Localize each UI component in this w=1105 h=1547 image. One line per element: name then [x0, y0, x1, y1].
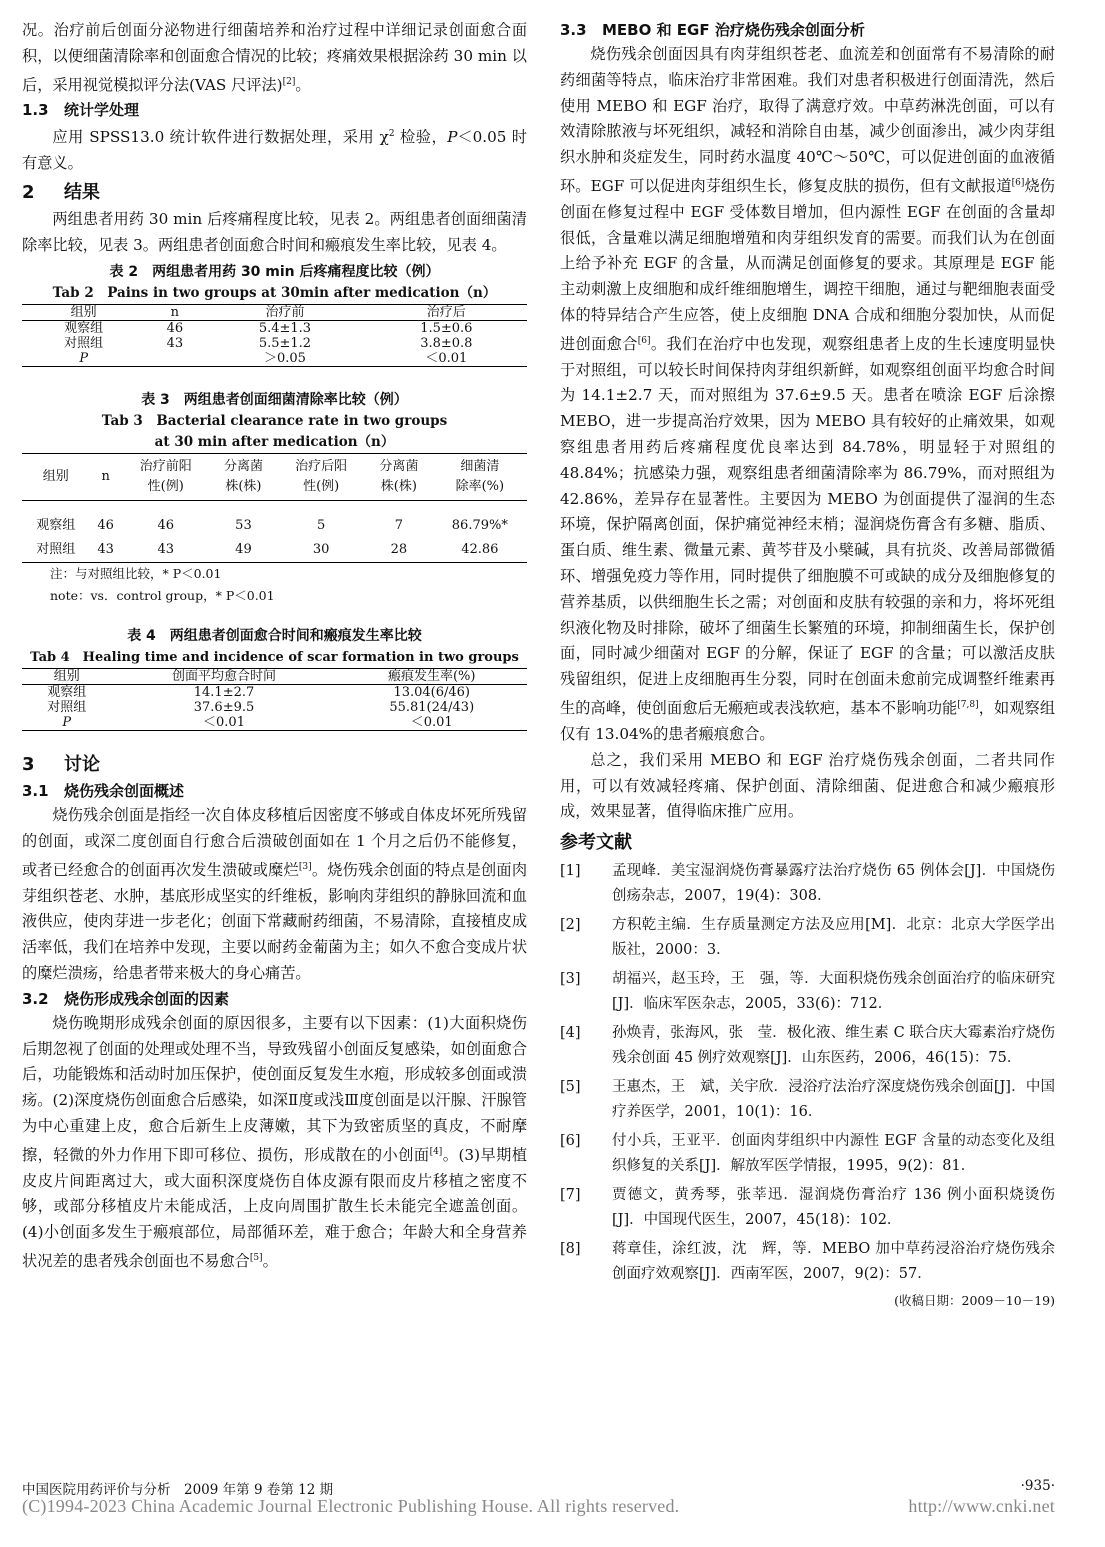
table-row: 对照组 43 43 49 30 28 42.86 [36, 542, 499, 558]
reference-item: [6] 付小兵，王亚平．创面肉芽组织中内源性 EGF 含量的动态变化及组织修复的关系[J]．解放军医学情报，1995，9(2)：81． [560, 1133, 1055, 1175]
table-3-caption-en: Tab 3 Bacterial clearance rate in two groups [101, 412, 448, 429]
reference-item: [8] 蒋章佳，涂红波，沈 辉，等．MEBO 加中草药浸浴治疗烧伤残余创面疗效观察[J]．西南军医，2007，9(2)：57． [560, 1241, 1055, 1283]
table-header: 细菌清 除率(%) [433, 453, 527, 500]
references-list [560, 859, 1055, 1287]
copyright-text: (C)1994-2023 China Academic Journal Electronic Publishing House. All rights reserved. [22, 1496, 680, 1516]
table-row: 观察组 46 5.4±1.3 1.5±0.6 [64, 320, 473, 336]
references-heading: 参考文献 [560, 832, 632, 854]
table-header: 分离菌 株(株) [365, 453, 433, 500]
section-3-heading: 3 讨论 [22, 754, 100, 776]
table-3-grid [22, 453, 527, 564]
journal-name: 中国医院用药评价与分析 2009 年第 9 卷第 12 期 [22, 1482, 334, 1498]
table-row: 对照组 37.6±9.5 55.81(24/43) [47, 700, 475, 716]
page-footer [22, 1478, 1055, 1498]
cnki-link[interactable]: http://www.cnki.net [908, 1496, 1055, 1516]
section-3-1-paragraph: 烧伤残余创面是指经一次自体皮移植后因密度不够或自体皮坏死所残留的创面，或深二度创面自行愈合后溃破创面如在 1 个月之后仍不能修复，或者已经愈合的创面再次发生溃破或糜烂[3]。烧伤残余创面的特点是创面肉芽组织苍老、水肿，基底形成坚实的纤维板，影响肉芽组织的静脉回流和血液供应，使肉芽进一步老化；创面下常藏耐药细菌，不易清除，直接植皮成活率低，我们在培养中发现，主要以耐药金葡菌为主；如久不愈合变成片状的糜烂溃疡，给患者带来极大的身心痛苦。 [22, 806, 527, 983]
reference-item: [3] 胡福兴，赵玉玲，王 强，等．大面积烧伤残余创面治疗的临床研究[J]．临床军医杂志，2005，33(6)：712． [560, 971, 1055, 1013]
table-header: 治疗前阳 性(例) [122, 453, 210, 500]
table-header: 治疗后 [366, 304, 527, 320]
table-2 [22, 261, 527, 367]
table-row: 观察组 46 46 53 5 7 86.79%* [36, 518, 508, 534]
received-date: (收稿日期：2009－10－19) [894, 1293, 1055, 1309]
reference-item: [1] 孟现峰．美宝湿润烧伤膏暴露疗法治疗烧伤 65 例体会[J]．中国烧伤创疡杂志，2007，19(4)：308． [560, 863, 1055, 905]
section-3-2-heading: 3.2 烧伤形成残余创面的因素 [22, 989, 230, 1008]
table-row: P ＜0.01 ＜0.01 [62, 715, 453, 731]
section-1-3-heading: 1.3 统计学处理 [22, 101, 140, 120]
reference-item: [4] 孙焕青，张海风，张 莹．极化液、维生素 C 联合庆大霉素治疗烧伤残余创面 45 例疗效观察[J]．山东医药，2006，46(15)：75． [560, 1025, 1055, 1067]
page-number: ·935· [1020, 1478, 1055, 1494]
conclusion-paragraph: 总之，我们采用 MEBO 和 EGF 治疗烧伤残余创面，二者共同作用，可以有效减轻疼痛、保护创面、清除细菌、促进愈合和减少瘢痕形成，效果显著，值得临床推广应用。 [560, 750, 1055, 821]
reference-item: [7] 贾德文，黄秀琴，张莘迅．湿润烧伤膏治疗 136 例小面积烧烫伤[J]．中国现代医生，2007，45(18)：102． [560, 1187, 1055, 1229]
table-header: 组别 [22, 304, 145, 320]
results-paragraph: 两组患者用药 30 min 后疼痛程度比较，见表 2。两组患者创面细菌清除率比较，见表 3。两组患者创面愈合时间和瘢痕发生率比较，见表 4。 [22, 210, 527, 254]
table-header: 组别 [22, 453, 90, 500]
table-3-caption-en-2: at 30 min after medication（n） [154, 433, 395, 450]
table-header: 创面平均愈合时间 [112, 669, 337, 685]
table-2-caption-en: Tab 2 Pains in two groups at 30min after medication（n） [52, 284, 497, 301]
copyright-line [22, 1496, 1055, 1517]
table-3 [22, 389, 527, 608]
table-2-grid [22, 304, 527, 367]
table-4-caption-en: Tab 4 Healing time and incidence of scar formation in two groups [30, 650, 519, 666]
reference-item: [5] 王惠杰，王 斌，关宇欣．浸浴疗法治疗深度烧伤残余创面[J]．中国疗养医学，2001，10(1)：16． [560, 1079, 1055, 1121]
table-row: 对照组 43 5.5±1.2 3.8±0.8 [64, 335, 473, 351]
table-header: 瘢痕发生率(%) [336, 669, 527, 685]
table-row: 观察组 14.1±2.7 13.04(6/46) [47, 685, 471, 701]
table-header: n [90, 453, 122, 500]
left-column [22, 18, 527, 1275]
table-3-note-cn: 注：与对照组比较，* P＜0.01 [50, 566, 222, 582]
section-3-3-heading: 3.3 MEBO 和 EGF 治疗烧伤残余创面分析 [560, 21, 865, 39]
right-column [560, 18, 1055, 1311]
table-header: n [145, 304, 204, 320]
table-3-note-en: note：vs．control group，* P＜0.01 [50, 588, 275, 604]
intro-paragraph: 况。治疗前后创面分泌物进行细菌培养和治疗过程中详细记录创面愈合面积，以便细菌清除率和创面愈合情况的比较；疼痛效果根据涂药 30 min 以后，采用视觉模拟评分法(VAS 尺评法)[2]。 [22, 21, 527, 94]
stats-paragraph: 应用 SPSS13.0 统计软件进行数据处理，采用 $\chi^2$ 检验，P＜0.05 时有意义。 [22, 128, 527, 173]
table-4-caption-cn: 表 4 两组患者创面愈合时间和瘢痕发生率比较 [127, 628, 422, 645]
table-4-grid [22, 668, 527, 731]
table-2-caption-cn: 表 2 两组患者用药 30 min 后疼痛程度比较（例） [109, 263, 440, 280]
section-2-heading: 2 结果 [22, 182, 100, 204]
table-3-caption-cn: 表 3 两组患者创面细菌清除率比较（例） [141, 391, 408, 408]
section-3-1-heading: 3.1 烧伤残余创面概述 [22, 782, 185, 801]
table-header: 组别 [22, 669, 112, 685]
table-4 [22, 625, 527, 731]
reference-item: [2] 方积乾主编．生存质量测定方法及应用[M]．北京：北京大学医学出版社，2000：3． [560, 917, 1055, 959]
table-header: 分离菌 株(株) [210, 453, 278, 500]
section-3-2-paragraph: 烧伤晚期形成残余创面的原因很多，主要有以下因素：(1)大面积烧伤后期忽视了创面的处理或处理不当，导致残留小创面反复感染，如创面愈合后，功能锻炼和活动时加压保护，使创面反复发生水疱，形成较多创面或溃疡。(2)深度烧伤创面愈合后感染，如深Ⅱ度或浅Ⅲ度创面是以汗腺、汗腺管为中心重建上皮，愈合后新生上皮薄嫩，其下为致密质坚的真皮，不耐摩擦，轻微的外力作用下即可移位、损伤，形成散在的小创面[4]。(3)早期植皮皮片间距离过大，或大面积深度烧伤自体皮源有限而皮片移植之密度不够，或部分移植皮片未能成活，上皮向周围扩散生长未能完全遮盖创面。(4)小创面多发生于瘢痕部位，局部循环差，难于愈合；年龄大和全身营养状况差的患者残余创面也不易愈合[5]。 [22, 1013, 528, 1271]
table-row: P ＞0.05 ＜0.01 [79, 350, 468, 366]
section-3-3-paragraph: 烧伤残余创面因具有肉芽组织苍老、血流差和创面常有不易清除的耐药细菌等特点，临床治疗非常困难。我们对患者积极进行创面清洗，然后使用 MEBO 和 EGF 治疗，取得了满意疗效。中草药淋洗创面，可以有效清除脓液与坏死组织，减轻和消除自由基，减少创面渗出，减少肉芽组织水肿和炎症发生，同时药水温度 40℃～50℃，可以促进创面的血液循环。EGF 可以促进肉芽组织生长，修复皮肤的损伤，但有文献报道[6]烧伤创面在修复过程中 EGF 受体数目增加，但内源性 EGF 在创面的含量却很低，含量难以满足细胞增殖和肉芽组织发育的需要。而我们认为在创面上给予补充 EGF 的含量，从而满足创面修复的要求。其原理是 EGF 能主动刺激上皮细胞和成纤维细胞增生，调控干细胞，通过与靶细胞表面受体的特异结合产生应答，使上皮细胞 DNA 合成和细胞分裂加快，从而促进创面愈合[6]。我们在治疗中也发现，观察组患者上皮的生长速度明显快于对照组，可以较长时间保持肉芽组织新鲜，如观察组创面平均愈合时间为 14.1±2.7 天，而对照组为 37.6±9.5 天。患者在喷涂 EGF 后涂擦 MEBO，进一步提高治疗效果，因为 MEBO 具有较好的止痛效果，如观察组患者用药后疼痛程度优良率达到 84.78%，明显轻于对照组的 48.84%；抗感染力强，观察组患者细菌清除率为 86.79%，而对照组为 42.86%，差异存在显著性。主要因为 MEBO 为创面提供了湿润的生态环境，保护隔离创面，保护痛觉神经末梢；湿润烧伤膏含有多糖、脂质、蛋白质、维生素、微量元素、黄芩苷及小檗碱，具有抗炎、改善局部微循环、增强免疫力等作用，同时提供了细胞膜不可或缺的成分及细胞修复的营养基质，以供细胞生长之需；对创面和皮肤有较强的亲和力，将坏死组织液化物及时排除，破坏了细菌生长繁殖的环境，抑制细菌生长，保护创面，同时减少细菌对 EGF 的分解，保证了 EGF 的含量；可以激活皮肤残留组织，促进上皮细胞再生分裂，同时在创面未愈前完成调整纤维素再生的高峰，使创面愈后无瘢疤或表浅软疤，基本不影响功能[7,8]，如观察组仅有 13.04%的患者瘢痕愈合。 [560, 45, 1056, 743]
table-header: 治疗后阳 性(例) [277, 453, 365, 500]
table-header: 治疗前 [204, 304, 365, 320]
